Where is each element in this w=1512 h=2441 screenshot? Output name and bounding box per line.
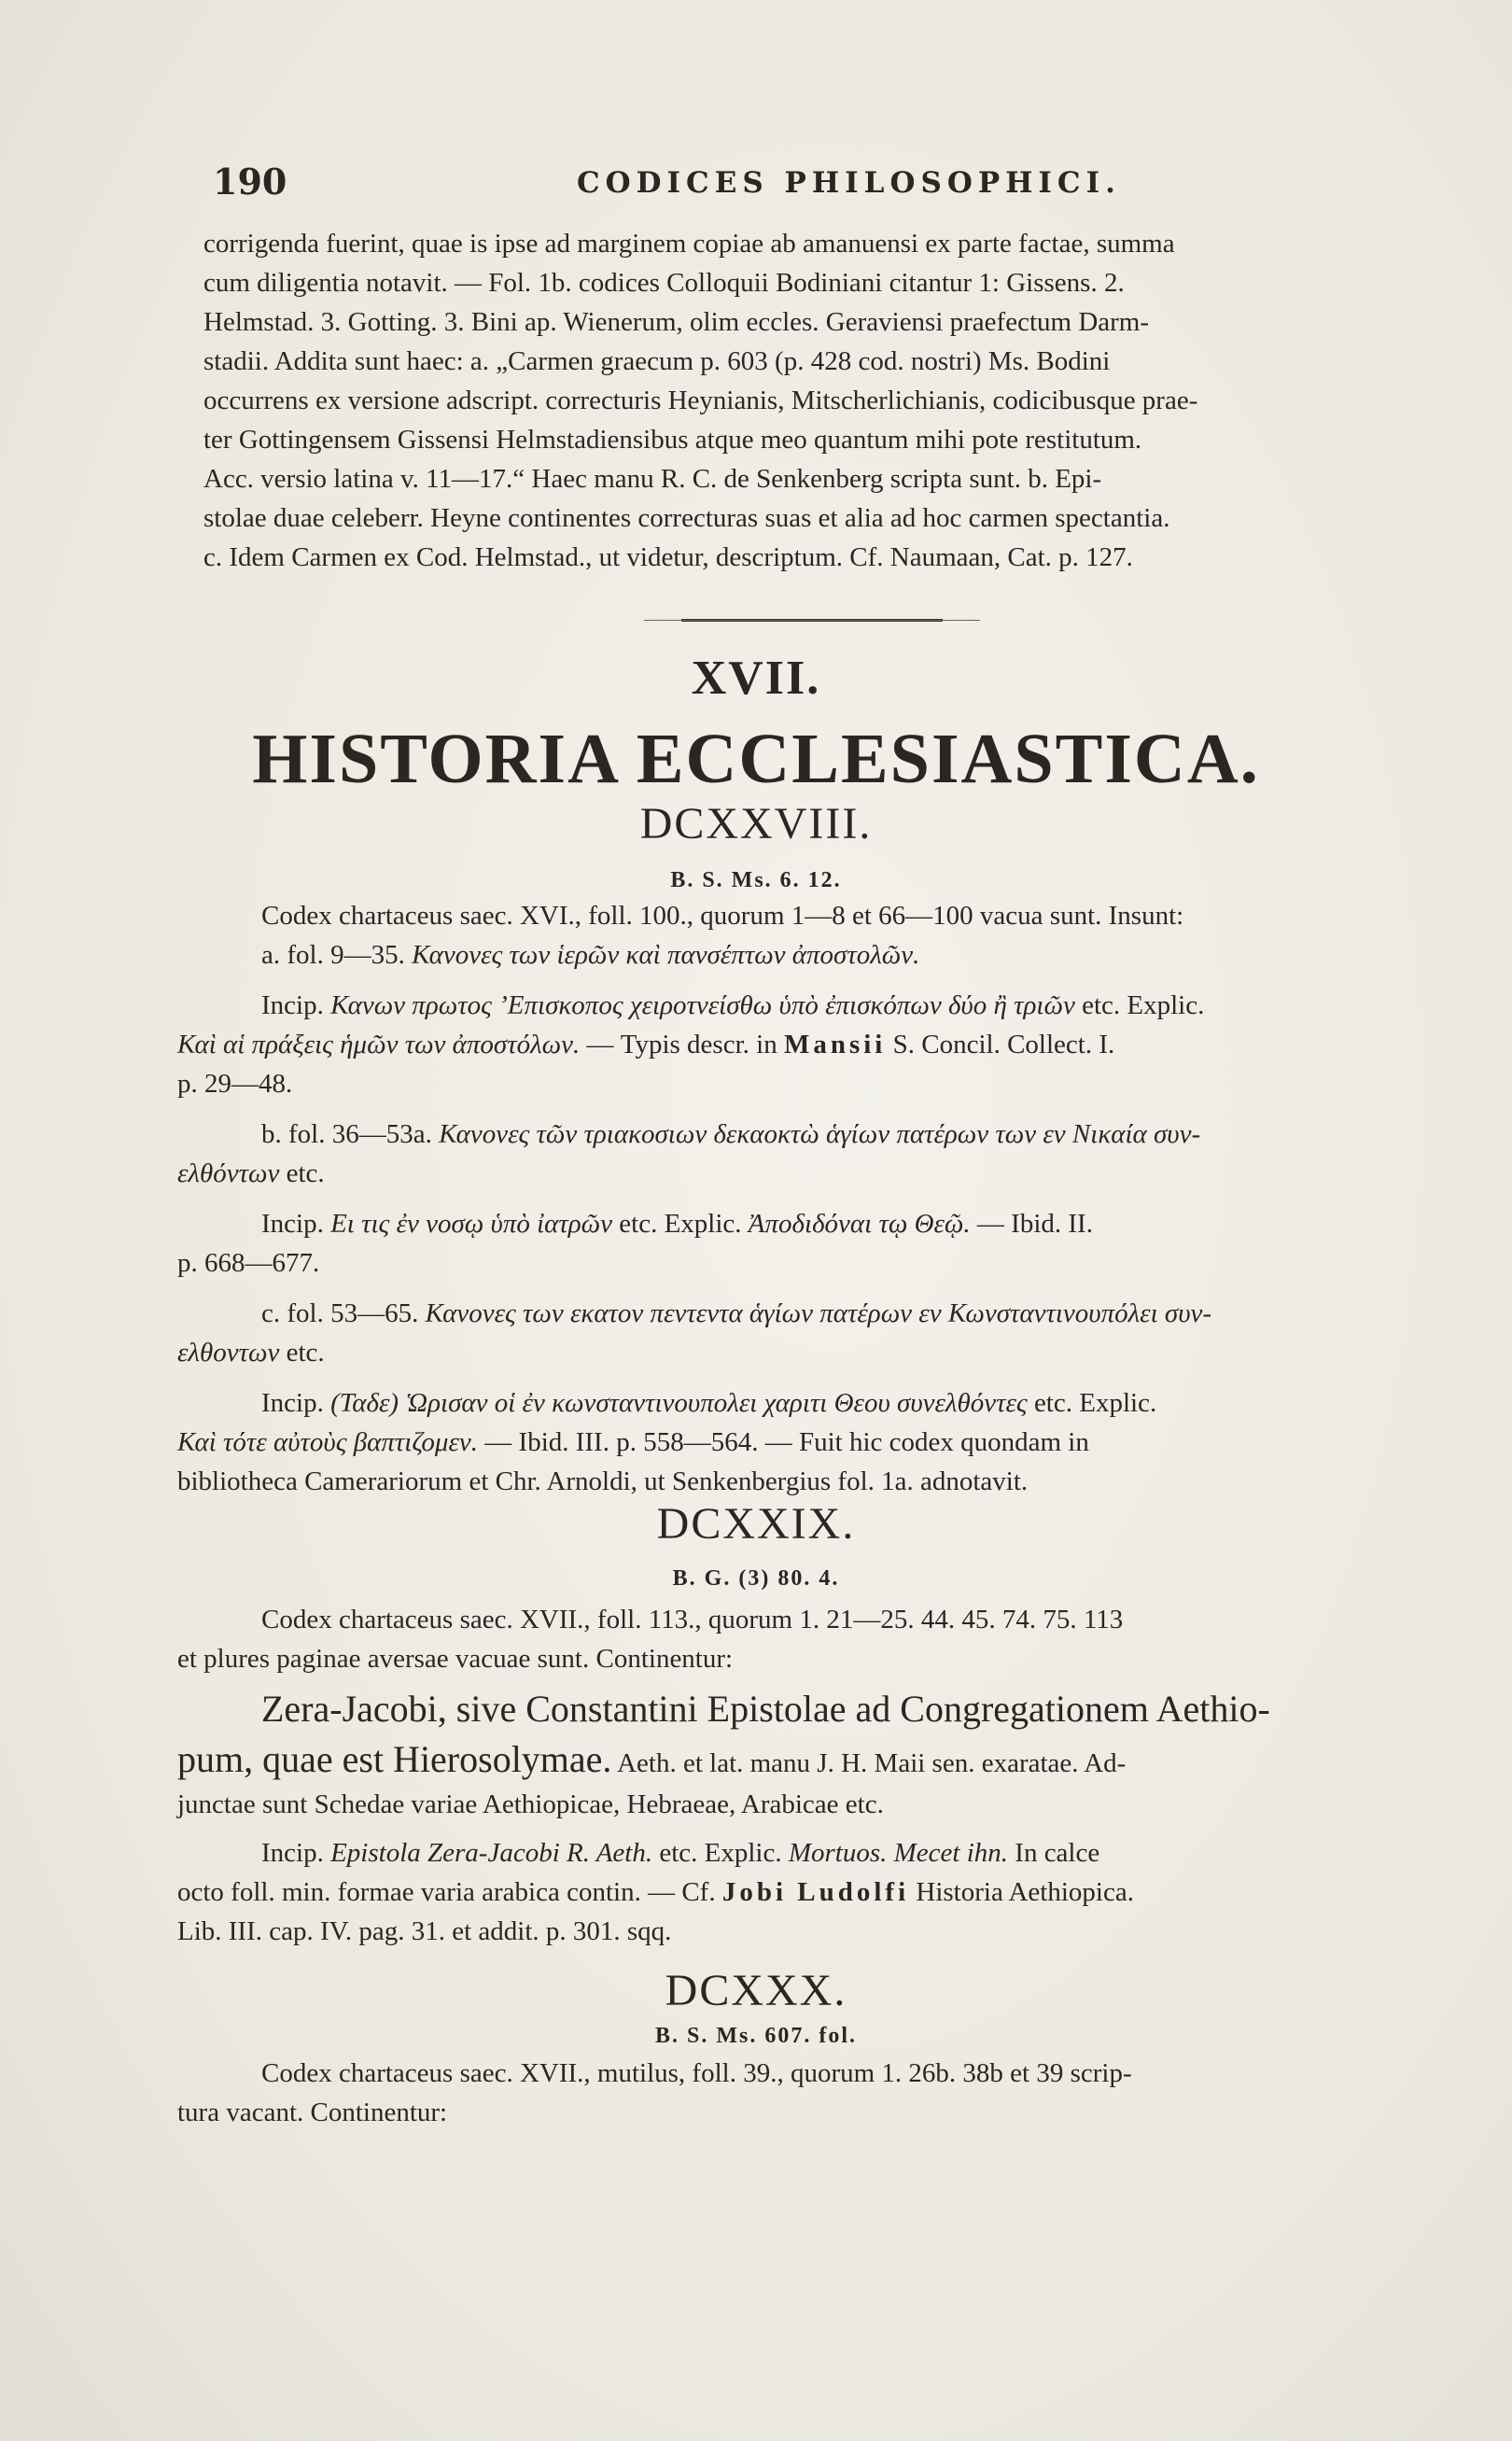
codex-description — [177, 896, 1451, 1501]
text-span: b. fol. 36—53a. — [261, 1119, 432, 1149]
greek-text: Καὶ αἱ πράξεις ἡμῶν των ἀποστόλων. — [177, 1030, 581, 1059]
text-line — [177, 1115, 1451, 1154]
text-span: Incip. — [261, 1388, 324, 1418]
text-line — [177, 1154, 1451, 1193]
greek-text: Κανων πρωτος ’Επισκοπος χειροτνείσθω ὑπὸ ἐπισκόπων δύο ἢ τριῶν — [330, 990, 1075, 1020]
text-line — [177, 1204, 1451, 1243]
text-line — [177, 986, 1451, 1025]
greek-text: Ει τις ἐν νοσῳ ὑπὸ ἰατρῶν — [330, 1209, 613, 1239]
section-title: HISTORIA ECCLESIASTICA. — [252, 720, 1260, 798]
text-span: — Typis descr. in — [586, 1030, 777, 1059]
section-divider — [681, 619, 943, 622]
text-line: junctae sunt Schedae variae Aethiopicae, Hebraeae, Arabicae etc. — [177, 1789, 884, 1819]
intro-line: stadii. Addita sunt haec: a. „Carmen graecum p. 603 (p. 428 cod. nostri) Ms. Bodini — [203, 346, 1111, 376]
intro-line: ter Gottingensem Gissensi Helmstadiensibus atque meo quantum mihi pote restitutum. — [203, 425, 1142, 455]
intro-line: stolae duae celeberr. Heyne continentes correcturas suas et alia ad hoc carmen spectantia. — [203, 503, 1170, 533]
text-span: Historia Aethiopica. — [916, 1877, 1134, 1907]
text-line — [177, 1383, 1451, 1423]
intro-line: c. Idem Carmen ex Cod. Helmstad., ut videtur, descriptum. Cf. Naumaan, Cat. p. 127. — [203, 542, 1133, 572]
greek-text: ελθοντων — [177, 1338, 280, 1368]
highlighted-title: pum, quae est Hierosolymae. — [177, 1738, 612, 1780]
greek-text: ελθόντων — [177, 1158, 280, 1188]
text-line — [177, 1873, 1451, 1912]
text-span: In calce — [1015, 1838, 1100, 1868]
italic-text: Epistola Zera-Jacobi R. Aeth. — [330, 1838, 653, 1868]
greek-text: Κανονες των ἱερῶν καὶ πανσέπτων ἀποστολῶν. — [412, 940, 920, 970]
greek-text: Κανονες τῶν τριακοσιων δεκαοκτὼ ἁγίων πατέρων των εν Νικαία συν- — [439, 1119, 1201, 1149]
codex-number: DCXXVIII. — [639, 799, 873, 849]
shelfmark: B. S. Ms. 6. 12. — [670, 868, 842, 892]
text-span: c. fol. 53—65. — [261, 1298, 419, 1328]
intro-paragraph — [203, 224, 1456, 577]
text-line: Lib. III. cap. IV. pag. 31. et addit. p. 301. sqq. — [177, 1916, 672, 1946]
text-line — [177, 1734, 1451, 1785]
text-line: bibliotheca Camerariorum et Chr. Arnoldi, ut Senkenbergius fol. 1a. adnotavit. — [177, 1466, 1029, 1496]
intro-line: corrigenda fuerint, quae is ipse ad marginem copiae ab amanuensi ex parte factae, summa — [203, 229, 1175, 259]
text-line: Codex chartaceus saec. XVI., foll. 100., quorum 1—8 et 66—100 vacua sunt. Insunt: — [261, 901, 1184, 931]
text-span: Aeth. et lat. manu J. H. Maii sen. exaratae. Ad- — [617, 1748, 1127, 1778]
text-line — [177, 1833, 1451, 1873]
text-span: etc. — [286, 1338, 325, 1368]
author-name: Jobi Ludolfi — [721, 1877, 910, 1907]
greek-text: Καὶ τότε αὐτοὺς βαπτιζομεν. — [177, 1427, 479, 1457]
text-line: Codex chartaceus saec. XVII., mutilus, foll. 39., quorum 1. 26b. 38b et 39 scrip- — [261, 2058, 1132, 2088]
text-span: Incip. — [261, 1838, 324, 1868]
text-line — [177, 1294, 1451, 1333]
section-number: XVII. — [691, 652, 821, 705]
text-span: octo foll. min. formae varia arabica contin. — Cf. — [177, 1877, 716, 1907]
text-line: p. 29—48. — [177, 1069, 293, 1099]
text-line — [177, 1025, 1451, 1064]
text-span: etc. Explic. — [659, 1838, 782, 1868]
text-line: p. 668—677. — [177, 1248, 320, 1278]
text-line: tura vacant. Continentur: — [177, 2097, 448, 2127]
text-span: etc. Explic. — [619, 1209, 742, 1239]
codex-number: DCXXIX. — [656, 1499, 856, 1549]
text-span: a. fol. 9—35. — [261, 940, 405, 970]
text-line — [177, 935, 1451, 975]
codex-description — [177, 2054, 1451, 2132]
highlighted-title: Zera-Jacobi, sive Constantini Epistolae ad Congregationem Aethio- — [261, 1688, 1270, 1730]
intro-line: occurrens ex versione adscript. correcturis Heynianis, Mitscherlichianis, codicibusque prae- — [203, 386, 1198, 415]
running-title: CODICES PHILOSOPHICI. — [577, 166, 1121, 200]
greek-text: Ἀποδιδόναι τῳ Θεῷ. — [748, 1209, 971, 1239]
text-line: et plures paginae aversae vacuae sunt. Continentur: — [177, 1644, 734, 1674]
text-line — [177, 1423, 1451, 1462]
running-head — [213, 161, 1400, 207]
text-line — [177, 1333, 1451, 1372]
text-span: — Ibid. II. — [976, 1209, 1093, 1239]
codex-description — [177, 1600, 1451, 1951]
greek-text: (Ταδε) Ὡρισαν οἱ ἐν κωνσταντινουπολει χαριτι Θεου συνελθόντες — [330, 1388, 1028, 1418]
text-span: Incip. — [261, 990, 324, 1020]
intro-line: Helmstad. 3. Gotting. 3. Bini ap. Wienerum, olim eccles. Geraviensi praefectum Darm- — [203, 307, 1150, 337]
page-number: 190 — [213, 161, 287, 203]
text-line: Codex chartaceus saec. XVII., foll. 113., quorum 1. 21—25. 44. 45. 74. 75. 113 — [261, 1605, 1124, 1634]
codex-number: DCXXX. — [665, 1966, 847, 2015]
greek-text: Κανονες των εκατον πεντεντα ἁγίων πατέρων εν Κωνσταντινουπόλει συν- — [425, 1298, 1212, 1328]
text-span: — Ibid. III. p. 558—564. — Fuit hic codex quondam in — [484, 1427, 1089, 1457]
shelfmark: B. G. (3) 80. 4. — [672, 1566, 840, 1591]
author-name: Mansii — [783, 1030, 887, 1059]
text-span: etc. Explic. — [1082, 990, 1205, 1020]
shelfmark: B. S. Ms. 607. fol. — [654, 2024, 857, 2048]
intro-line: cum diligentia notavit. — Fol. 1b. codices Colloquii Bodiniani citantur 1: Gissens. 2. — [203, 268, 1125, 298]
text-span: etc. — [286, 1158, 325, 1188]
intro-line: Acc. versio latina v. 11—17.“ Haec manu R. C. de Senkenberg scripta sunt. b. Epi- — [203, 464, 1102, 494]
text-span: S. Concil. Collect. I. — [892, 1030, 1115, 1059]
text-span: etc. Explic. — [1033, 1388, 1157, 1418]
text-span: Incip. — [261, 1209, 324, 1239]
italic-text: Mortuos. Mecet ihn. — [788, 1838, 1009, 1868]
